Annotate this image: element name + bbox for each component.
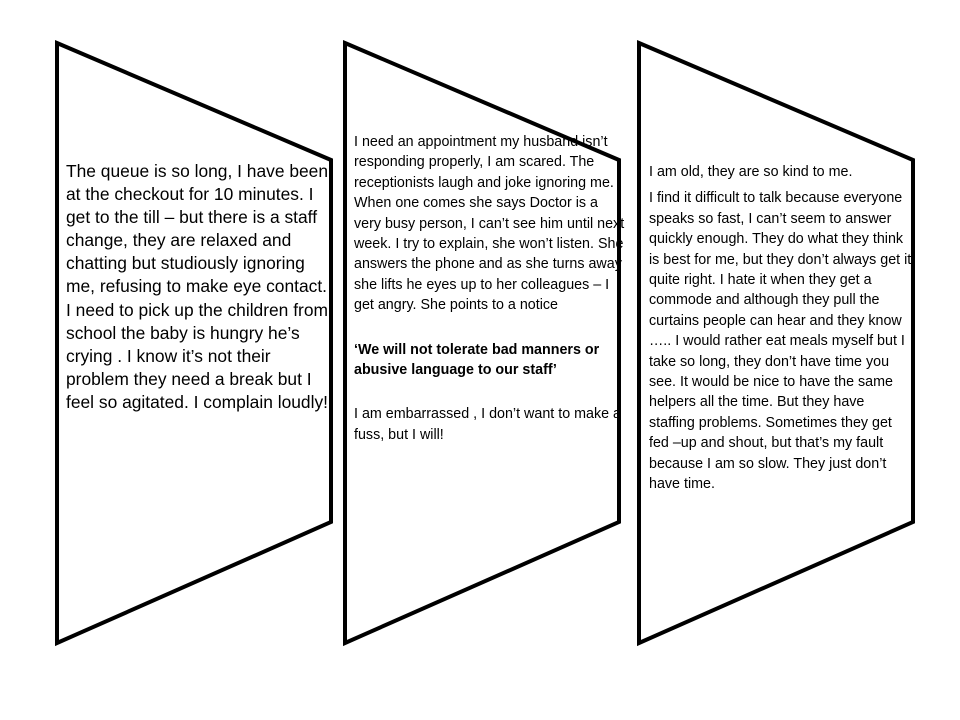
- panel-1-paragraph: The queue is so long, I have been at the checkout for 10 minutes. I get to the till – but there is a staff change, they are relaxed and chatting but studiously ignoring me, refusing to make eye contact. I need to pick up the children from school the baby is hungry he’s crying . I know it’s not their problem they need a break but I feel so agitated. I complain loudly!: [66, 161, 329, 412]
- panel-3-paragraph: I find it difficult to talk because everyone speaks so fast, I can’t seem to answer quickly enough. They do what they think is best for me, but they don’t always get it quite right. I hate it when they get a commode and although they pull the curtains people can hear and they know ….. I would rather eat meals myself but I take so long, they don’t have time you see. It would be nice to have the same helpers all the time. But they have staffing problems. Sometimes they get fed –up and shout, but that’s my fault because I am so slow. They just don’t have time.: [649, 190, 912, 493]
- panel-3-text: [649, 162, 914, 495]
- panel-1-text: [66, 160, 328, 414]
- panel-3-intro: I am old, they are so kind to me.: [649, 164, 853, 180]
- panel-2-text: [354, 132, 626, 445]
- panel-2-closing: I am embarrassed , I don’t want to make a fuss, but I will!: [354, 406, 621, 443]
- panel-2-paragraph: I need an appointment my husband isn’t responding properly, I am scared. The receptionists laugh and joke ignoring me. When one comes she says Doctor is a very busy person, I can’t see him until next week. I try to explain, she won’t listen. She answers the phone and as she turns away she lifts he eyes up to her colleagues – I get angry. She points to a notice: [354, 134, 625, 314]
- panel-2-quote: ‘We will not tolerate bad manners or abusive language to our staff’: [354, 341, 600, 379]
